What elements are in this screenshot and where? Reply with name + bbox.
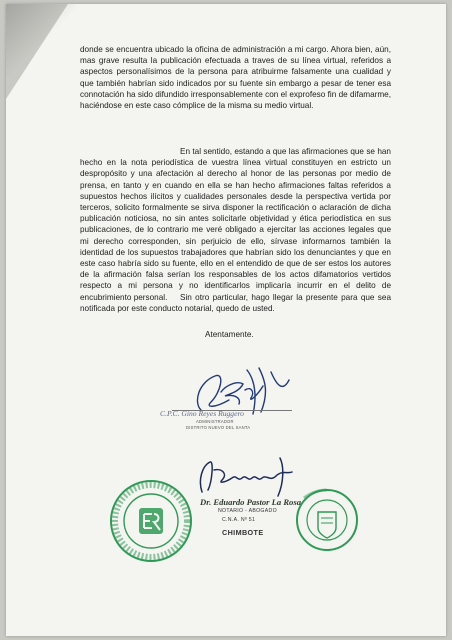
notary-name: Dr. Eduardo Pastor La Rosa bbox=[200, 497, 301, 507]
letter-paragraph-3: Sin otro particular, hago llegar la presente para que sea notificada por este conducto notarial, quedo de usted. bbox=[80, 293, 391, 314]
signer-district: DISTRITO NUEVO DEL SANTA bbox=[186, 425, 251, 430]
closing-salutation: Atentamente. bbox=[205, 330, 254, 339]
notary-city: CHIMBOTE bbox=[222, 528, 264, 537]
notary-seal-right bbox=[294, 482, 360, 558]
notary-seal-left bbox=[108, 478, 194, 564]
letter-paragraph-1: donde se encuentra ubicado la oficina de administración a mi cargo. Ahora bien, aún, mas grave resulta la publicación efectuada a traves de su línea virtual, referidos a aspectos personalísimos de la persona para atribuirme falsamente una cualidad y que también habrían sido indicados por su fuente sin embargo a pesar de tener esa connotación ha sido difundido irresponsablemente con el exprofeso fin de difamarme, haciéndose en este caso cómplice de la misma su medio virtual. bbox=[80, 45, 391, 111]
signer-name: C.P.C. Gino Reyes Ruggero bbox=[160, 409, 244, 418]
notary-registration: C.N.A. Nº 51 bbox=[222, 517, 256, 523]
signer-role: ADMINISTRADOR bbox=[196, 419, 234, 424]
letter-paragraph-2: En tal sentido, estando a que las afirmaciones que se han hecho en la nota periodística de vuestra línea virtual constituyen en estricto un despropósito y una afectación al derecho al honor de las personas por medio de prensa, en tanto y en cuando en ella se han hecho afirmaciones faltas referidos a supuestos hechos ilícitos y cualidades personales desde la perspectiva vertida por terceros, solicito formalmente se sirva disponer la rectificación o aclaración de dicha publicación noticiosa, no sin antes solicitarle objetividad y ética periodística en sus publicaciones, de lo contrario me veré obligado a ejercitar las acciones legales que mi derecho corresponden, sin perjuicio de ello, sírvase informarnos también la identidad de los supuestos trabajadores que habrían sido los denunciantes y que en este caso habría sido su fuente, ello en el entendido de que de ser estos los autores de la afirmación falsa serían los responsables de los actos difamatorios vertidos respecto a mi persona y no identificarlos implicaría incurrir en el delito de encubrimiento personal. bbox=[80, 147, 391, 302]
notary-title: NOTARIO - ABOGADO bbox=[218, 508, 277, 514]
fold-shadow bbox=[6, 4, 76, 104]
